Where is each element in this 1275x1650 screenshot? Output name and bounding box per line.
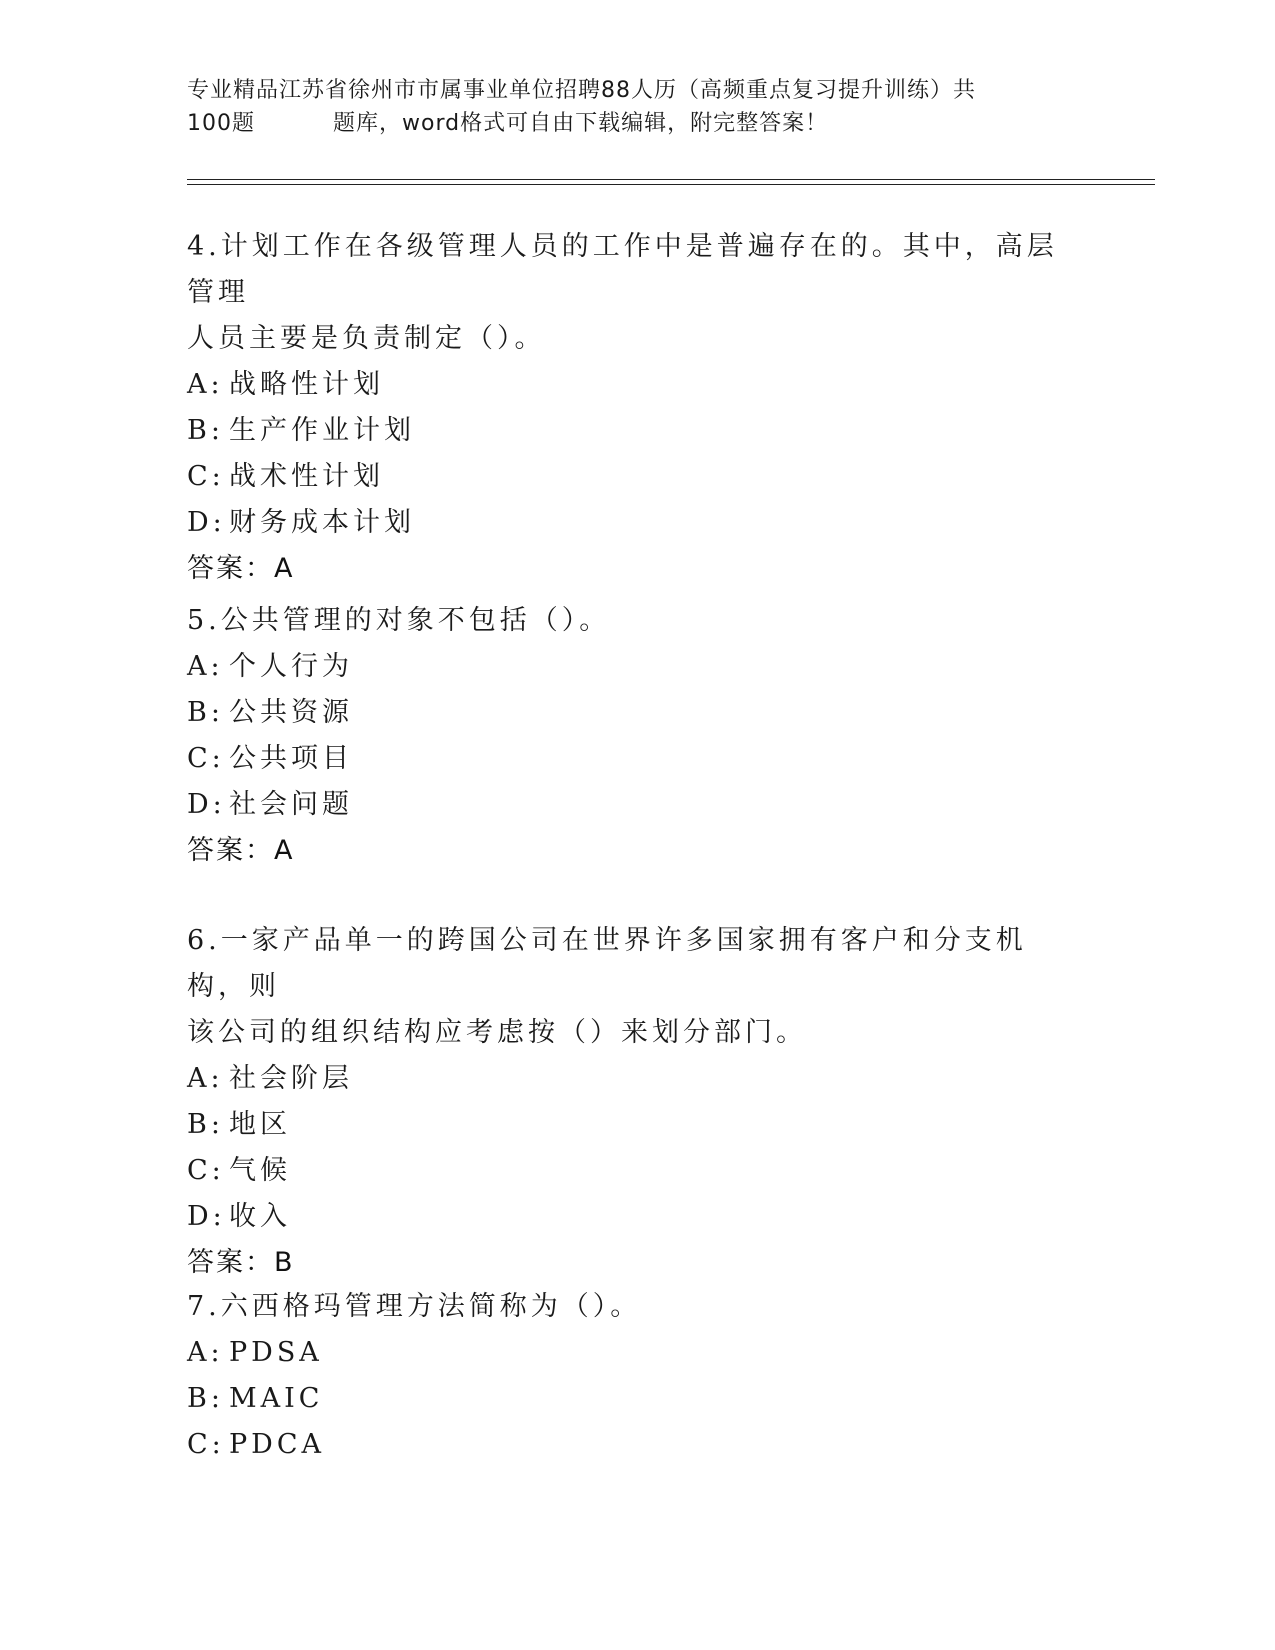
answer: 答案：B xyxy=(187,1247,295,1278)
header-line-1: 专业精品江苏省徐州市市属事业单位招聘88人历（高频重点复习提升训练）共 xyxy=(187,78,976,103)
option-b: B: MAIC xyxy=(187,1383,324,1414)
header-divider-top xyxy=(187,179,1155,180)
question-text: 4.计划工作在各级管理人员的工作中是普遍存在的。其中，高层管理 xyxy=(187,231,1058,308)
option-d: D: 财务成本计划 xyxy=(187,507,415,538)
answer: 答案：A xyxy=(187,553,295,584)
header-divider-bottom xyxy=(187,184,1155,185)
question-text: 7.六西格玛管理方法简称为（）。 xyxy=(187,1291,642,1322)
question-text: 5.公共管理的对象不包括（）。 xyxy=(187,605,611,636)
option-a: A: PDSA xyxy=(187,1337,323,1368)
option-b: B: 地区 xyxy=(187,1109,291,1140)
header-count: 100题 xyxy=(187,111,255,136)
option-d: D: 社会问题 xyxy=(187,789,353,820)
document-header xyxy=(187,74,1067,140)
option-a: A: 个人行为 xyxy=(187,651,353,682)
header-description: 题库，word格式可自由下载编辑，附完整答案！ xyxy=(333,111,829,136)
question-6 xyxy=(187,918,1087,1286)
option-c: C: 战术性计划 xyxy=(187,461,384,492)
question-5 xyxy=(187,598,1087,874)
answer: 答案：A xyxy=(187,835,295,866)
option-c: C: 公共项目 xyxy=(187,743,353,774)
option-c: C: PDCA xyxy=(187,1429,325,1460)
question-text: 6.一家产品单一的跨国公司在世界许多国家拥有客户和分支机构，则 xyxy=(187,925,1027,1002)
question-text-continued: 该公司的组织结构应考虑按（）来划分部门。 xyxy=(187,1017,807,1048)
option-c: C: 气候 xyxy=(187,1155,291,1186)
option-a: A: 战略性计划 xyxy=(187,369,384,400)
question-4 xyxy=(187,224,1087,592)
question-7 xyxy=(187,1284,1087,1468)
option-d: D: 收入 xyxy=(187,1201,291,1232)
option-b: B: 公共资源 xyxy=(187,697,353,728)
header-line-2 xyxy=(187,107,1067,140)
option-a: A: 社会阶层 xyxy=(187,1063,353,1094)
question-text-continued: 人员主要是负责制定（）。 xyxy=(187,323,546,354)
option-b: B: 生产作业计划 xyxy=(187,415,415,446)
